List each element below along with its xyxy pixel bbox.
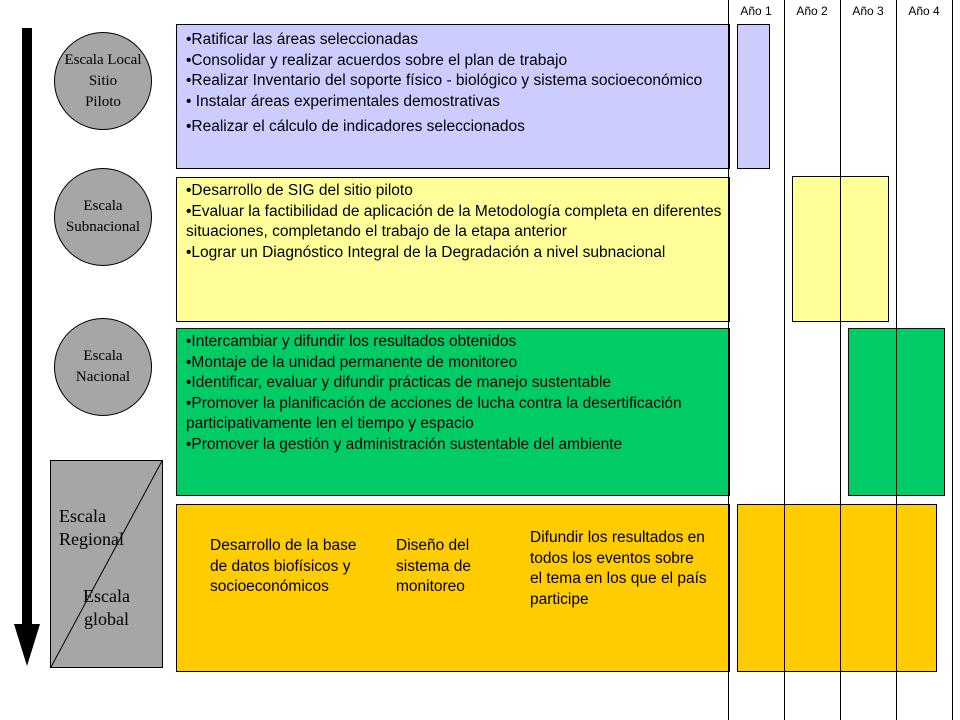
timeline-arrow: [10, 28, 44, 668]
year-divider: [896, 0, 897, 720]
scale-subnacional-label: Escala Subnacional: [65, 198, 141, 235]
year-1-header: Año 1: [740, 4, 772, 18]
nacional-item: •Promover la gestión y administración sustentable del ambiente: [186, 435, 623, 453]
scale-regional-label: Escala Regional: [59, 506, 124, 549]
year-4-header: Año 4: [908, 4, 940, 18]
nacional-item: •Intercambiar y difundir los resultados obtenidos: [186, 333, 517, 350]
local-item: •Ratificar las áreas seleccionadas: [186, 31, 419, 48]
subnacional-item: •Evaluar la factibilidad de aplicación de la Metodología completa en diferentes situaciones, completando el trabajo de la etapa anterior: [186, 202, 722, 240]
regional-item-monitoring: Diseño del sistema de monitoreo: [396, 537, 471, 595]
local-timeline-bar: [737, 24, 770, 169]
year-2-header: Año 2: [796, 4, 828, 18]
year-divider: [840, 0, 841, 720]
scale-nacional-label: Escala Nacional: [75, 348, 131, 385]
subnacional-activities-list: [186, 181, 726, 263]
regional-item-database: Desarrollo de la base de datos biofísicos y socioeconómicos: [210, 537, 357, 595]
scale-local-label: Escala Local Sitio Piloto: [64, 51, 142, 110]
nacional-item: •Promover la planificación de acciones de lucha contra la desertificación participativamente len el tiempo y espacio: [186, 394, 682, 432]
nacional-activities-list: [186, 332, 726, 455]
nacional-item: •Montaje de la unidad permanente de monitoreo: [186, 353, 518, 371]
scale-nacional-circle: [54, 318, 152, 416]
scale-global-label: Escala global: [83, 586, 130, 629]
local-item: • Instalar áreas experimentales demostrativas: [186, 92, 500, 110]
scale-subnacional-circle: [54, 168, 152, 266]
regional-item-dissemination: Difundir los resultados en todos los eventos sobre el tema en los que el país participe: [530, 529, 707, 608]
scale-local-circle: [54, 32, 152, 130]
year-divider: [728, 0, 729, 720]
year-divider: [784, 0, 785, 720]
year-divider: [952, 0, 953, 720]
year-3-header: Año 3: [852, 4, 884, 18]
nacional-item: •Identificar, evaluar y difundir prácticas de manejo sustentable: [186, 374, 612, 391]
diagonal-divider: [51, 461, 162, 667]
subnacional-item: •Desarrollo de SIG del sitio piloto: [186, 182, 413, 199]
subnacional-item: •Lograr un Diagnóstico Integral de la Degradación a nivel subnacional: [186, 243, 666, 261]
regional-timeline-bar: [737, 504, 937, 672]
local-item: •Consolidar y realizar acuerdos sobre el plan de trabajo: [186, 51, 568, 69]
scale-regional-global-box: [50, 460, 163, 668]
local-item: •Realizar el cálculo de indicadores seleccionados: [186, 118, 525, 135]
local-item: •Realizar Inventario del soporte físico - biológico y sistema socioeconómico: [186, 72, 703, 89]
local-activities-list: [186, 30, 726, 138]
